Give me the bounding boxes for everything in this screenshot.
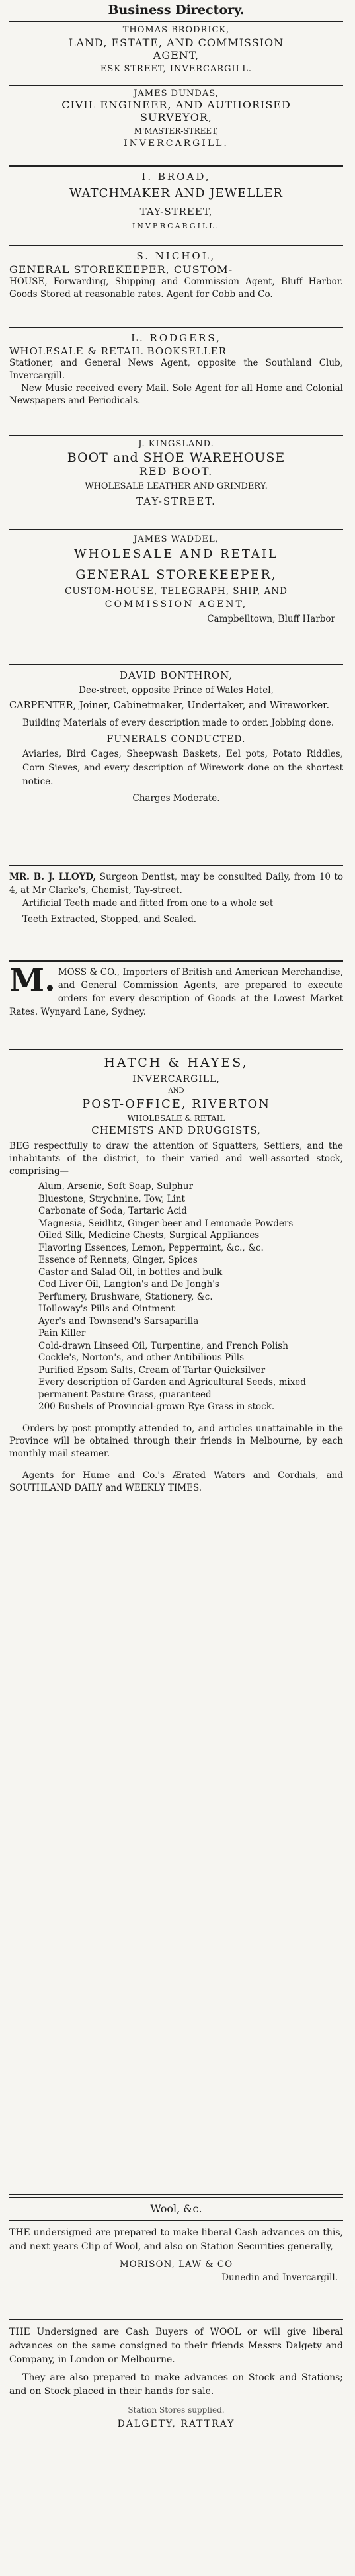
stock-item: Cod Liver Oil, Langton's and De Jongh's xyxy=(38,1279,219,1290)
stock-item: Bluestone, Strychnine, Tow, Lint xyxy=(38,1193,185,1204)
ad-subhead: CHEMISTS AND DRUGGISTS, xyxy=(91,1124,261,1136)
ad-line: CUSTOM-HOUSE, TELEGRAPH, SHIP, AND xyxy=(65,586,288,597)
divider xyxy=(9,2319,343,2320)
ad-body: They are also prepared to make advances on Stock and Stations; and on Stock placed in their hands for sale. xyxy=(9,2372,343,2397)
divider xyxy=(9,327,343,328)
ad-body: Teeth Extracted, Stopped, and Scaled. xyxy=(22,914,197,925)
ad-line: WATCHMAKER AND JEWELLER xyxy=(69,187,283,200)
ad-line: COMMISSION AGENT, xyxy=(104,599,248,610)
wool-header: Wool, &c. xyxy=(150,2202,202,2215)
ad-address: ESK-STREET, INVERCARGILL. xyxy=(100,64,253,74)
ad-dalgety xyxy=(9,2325,343,2573)
ad-town: INVERCARGILL. xyxy=(132,222,221,230)
ad-address: Dee-street, opposite Prince of Wales Hotel, xyxy=(79,685,274,696)
ad-subhead: WHOLESALE & RETAIL xyxy=(127,1114,225,1123)
stock-item: Flavoring Essences, Lemon, Peppermint, &c., &c. xyxy=(38,1242,264,1253)
ad-and: AND xyxy=(168,1087,184,1095)
ad-rodgers xyxy=(9,332,343,431)
stock-list xyxy=(9,1181,343,1413)
ad-line: WHOLESALE LEATHER AND GRINDERY. xyxy=(85,481,268,491)
stock-item: 200 Bushels of Provincial-grown Rye Grass in stock. xyxy=(38,1401,275,1412)
ad-body: Building Materials of every description made to order. Jobbing done. xyxy=(22,718,335,728)
ad-body: Agents for Hume and Co.'s Ærated Waters and Cordials, and SOUTHLAND DAILY and WEEKLY TIMES. xyxy=(9,1470,343,1493)
ad-lloyd xyxy=(9,870,343,956)
ad-brodrick xyxy=(9,25,343,82)
ad-name: L. RODGERS, xyxy=(131,332,221,344)
ad-waddel xyxy=(9,534,343,660)
ad-body: Stationer, and General News Agent, opposite the Southland Club, Invercargill. xyxy=(9,358,343,381)
ad-charges: Charges Moderate. xyxy=(132,793,220,804)
ad-name: JAMES WADDEL, xyxy=(134,534,219,544)
ad-name: S. NICHOL, xyxy=(136,250,216,262)
stock-item: Holloway's Pills and Ointment xyxy=(38,1304,175,1314)
ad-line: SURVEYOR, xyxy=(140,111,212,124)
ad-body: Aviaries, Bird Cages, Sheepwash Baskets, Eel pots, Potato Riddles, Corn Sieves, and every description of Wirework done on the shortest notice. xyxy=(22,749,343,787)
ad-street: M'MASTER-STREET, xyxy=(134,126,219,136)
ad-nichol xyxy=(9,250,343,320)
ad-line: RED BOOT. xyxy=(139,465,214,478)
ad-body: CARPENTER, Joiner, Cabinetmaker, Undertaker, and Wireworker. xyxy=(9,700,330,711)
ad-body: New Music received every Mail. Sole Agent for all Home and Colonial Newspapers and Periodicals. xyxy=(9,383,343,406)
stock-item: Perfumery, Brushware, Stationery, &c. xyxy=(38,1291,213,1302)
ad-body: Artificial Teeth made and fitted from one to a whole set xyxy=(22,898,274,909)
divider xyxy=(9,245,343,246)
ad-line: CIVIL ENGINEER, AND AUTHORISED xyxy=(61,99,291,111)
ad-name: DAVID BONTHRON, xyxy=(120,669,233,681)
ad-town: INVERCARGILL. xyxy=(124,138,229,149)
divider xyxy=(9,2220,343,2221)
stock-item: Ayer's and Townsend's Sarsaparilla xyxy=(38,1315,199,1327)
ad-body: Orders by post promptly attended to, and articles unattainable in the Province will be obtained through their friends in Melbourne, by each monthly mail steamer. xyxy=(9,1423,343,1459)
ad-body: MOSS & CO., Importers of British and American Merchandise, and General Commission Agents, are prepared to execute orders for every description of Goods at the Lowest Market Rates. Wynyard Lane, Sydney. xyxy=(9,967,343,1017)
divider xyxy=(9,2194,343,2198)
ad-line: GENERAL STOREKEEPER, CUSTOM- xyxy=(9,263,233,276)
ad-name: HATCH & HAYES, xyxy=(104,1056,249,1070)
ad-name: J. KINGSLAND. xyxy=(138,439,214,449)
ad-line: GENERAL STOREKEEPER, xyxy=(75,567,277,582)
ad-moss xyxy=(9,966,343,1046)
ad-lead: MR. B. J. LLOYD, xyxy=(9,872,97,882)
stock-item: Castor and Salad Oil, in bottles and bulk xyxy=(38,1267,223,1278)
ad-line: LAND, ESTATE, AND COMMISSION xyxy=(68,36,284,49)
ad-street: TAY-STREET. xyxy=(136,495,216,507)
divider xyxy=(9,664,343,665)
ad-street: TAY-STREET, xyxy=(139,206,213,218)
stock-item: Essence of Rennets, Ginger, Spices xyxy=(38,1255,198,1265)
ad-body: HOUSE, Forwarding, Shipping and Commission Agent, Bluff Harbor. Goods Stored at reasonable rates. Agent for Cobb and Co. xyxy=(9,276,343,300)
divider xyxy=(9,21,343,22)
stock-item: Every description of Garden and Agricultural Seeds, mixed permanent Pasture Grass, guaranteed xyxy=(38,1377,306,1400)
divider xyxy=(9,865,343,866)
divider xyxy=(9,85,343,86)
ad-hatch-hayes xyxy=(9,1056,343,1730)
ad-line: WHOLESALE AND RETAIL xyxy=(74,547,278,561)
divider xyxy=(9,1049,343,1052)
ad-dropcap: M. xyxy=(9,966,56,999)
stock-item: Alum, Arsenic, Soft Soap, Sulphur xyxy=(38,1181,193,1192)
ad-broad xyxy=(9,171,343,241)
ad-intro: BEG respectfully to draw the attention of Squatters, Settlers, and the inhabitants of the district, to their varied and well-assorted stock, comprising— xyxy=(9,1141,343,1177)
divider xyxy=(9,435,343,436)
ad-body: THE Undersigned are Cash Buyers of WOOL or will give liberal advances on the same consigned to their friends Messrs Dalgety and Company, in London or Melbourne. xyxy=(9,2327,343,2365)
ad-name: I. BROAD, xyxy=(141,171,211,183)
ad-address: Campbelltown, Bluff Harbor xyxy=(207,614,335,624)
stock-item: Oiled Silk, Medicine Chests, Surgical Appliances xyxy=(38,1230,260,1241)
divider xyxy=(9,165,343,167)
ad-town: POST-OFFICE, RIVERTON xyxy=(82,1097,270,1111)
ad-bonthron xyxy=(9,669,343,861)
directory-header: Business Directory. xyxy=(108,3,245,17)
ad-line: WHOLESALE & RETAIL BOOKSELLER xyxy=(9,345,227,357)
ad-line: BOOT and SHOE WAREHOUSE xyxy=(67,450,286,465)
ad-body xyxy=(9,870,343,897)
stock-item: Purified Epsom Salts, Cream of Tartar Quicksilver xyxy=(38,1364,266,1376)
ad-stores: Station Stores supplied. xyxy=(128,2405,225,2415)
divider xyxy=(9,529,343,530)
ad-kingsland xyxy=(9,439,343,525)
ad-sign: DALGETY, RATTRAY xyxy=(117,2419,235,2429)
ad-town: INVERCARGILL, xyxy=(132,1074,220,1085)
stock-item: Carbonate of Soda, Tartaric Acid xyxy=(38,1206,187,1216)
divider xyxy=(9,960,343,962)
ad-body: THE undersigned are prepared to make liberal Cash advances on this, and next years Clip of Wool, and also on Station Securities generally, xyxy=(9,2227,343,2252)
ad-morison xyxy=(9,2226,343,2312)
stock-item: Magnesia, Seidlitz, Ginger-beer and Lemonade Powders xyxy=(38,1218,294,1229)
ad-subhead: FUNERALS CONDUCTED. xyxy=(106,734,246,745)
ad-sign: MORISON, LAW & CO xyxy=(119,2259,233,2270)
stock-item: Cold-drawn Linseed Oil, Turpentine, and French Polish xyxy=(38,1340,288,1351)
stock-item: Pain Killer xyxy=(38,1328,86,1339)
ad-text: Surgeon Dentist, may be consulted Daily, from 10 to 4, at Mr Clarke's, Chemist, Tay-street. xyxy=(9,872,343,895)
ad-dundas xyxy=(9,89,343,161)
ad-place: Dunedin and Invercargill. xyxy=(221,2272,338,2283)
ad-name: THOMAS BRODRICK, xyxy=(122,25,230,35)
stock-item: Cockle's, Norton's, and other Antibilious Pills xyxy=(38,1352,245,1363)
ad-line: AGENT, xyxy=(153,49,200,62)
ad-name: JAMES DUNDAS, xyxy=(134,89,219,99)
